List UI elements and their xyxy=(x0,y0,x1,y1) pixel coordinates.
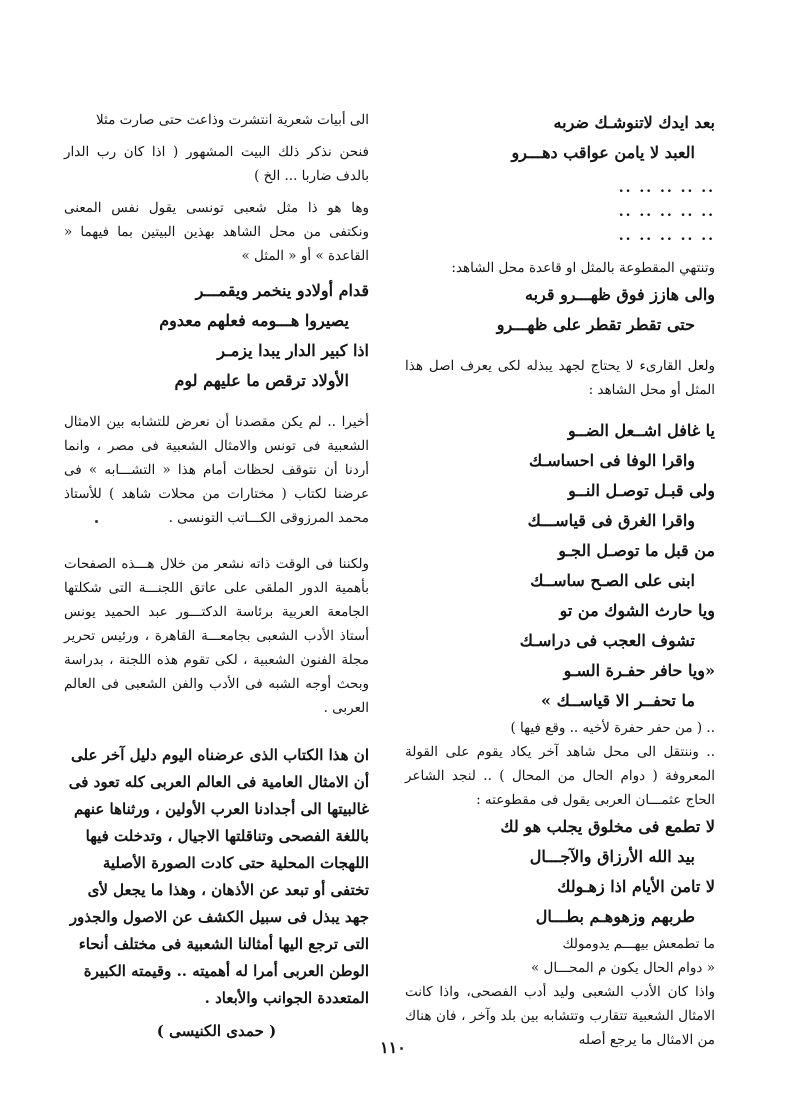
verse-line: الأولاد ترقص ما عليهم لوم xyxy=(174,371,349,390)
verse-block-2 xyxy=(405,280,715,340)
paragraph: وتنتهي المقطوعة بالمثل او قاعدة محل الشاهد: xyxy=(451,260,715,276)
verse-block-3 xyxy=(405,416,715,716)
left-column xyxy=(64,108,369,1040)
paragraph: أخيرا .. لم يكن مقصدنا أن نعرض للتشابه بين الامثال الشعبية فى تونس والامثال الشعبية فى مصر ، وانما أردنا أن نتوقف لحظات أمام هذا « التشـــابه » فى عرضنا لكتاب ( مختارات من محلات شاهد ) للأستاذ محمد المرزوقى الكـــاتب التونسى . xyxy=(64,414,369,526)
closing-paragraph: ان هذا الكتاب الذى عرضناه اليوم دليل آخر على أن الامثال العامية فى العالم العربى كله تعود فى غالبيتها الى أجدادنا العرب الأولين ، ورثناها عنهم باللغة الفصحى وتناقلتها الاجيال ، وتدخلت فيها اللهجات المحلية حتى كادت الصورة الأصلية تختفى أو تبعد عن الأذهان ، وهذا ما يجعل لأى جهد يبذل فى سبيل الكشف عن الاصول والجذور التى ترجع اليها أمثالنا الشعبية فى مختلف أنحاء الوطن العربى أمرا له أهميته .. وقيمته الكبيرة المتعددة الجوانب والأبعاد . xyxy=(68,746,369,1007)
verse-line: اذا كبير الدار يبدا يزمـر xyxy=(217,341,369,360)
verse-line: لا تامن الأيام اذا زهـولك xyxy=(557,877,715,896)
verse-block-1 xyxy=(405,108,715,168)
verse-line: والى هازز فوق ظهـــرو قربه xyxy=(525,285,715,304)
dots-line: .. .. .. .. .. xyxy=(618,180,715,196)
verse-line: ويا حارث الشوك من تو xyxy=(559,601,715,620)
dots-line: .. .. .. .. .. xyxy=(618,228,715,244)
verse-line: من قبل ما توصـل الجـو xyxy=(558,541,715,560)
paragraph: وها هو ذا مثل شعبى تونسى يقول نفس المعنى ونكتفى من محل الشاهد بهذين البيتين بما فيهما « القاعدة » أو « المثل » xyxy=(64,200,369,264)
verse-line: بيد الله الأرزاق والآجـــال xyxy=(529,847,695,866)
paragraph: واذا كان الأدب الشعبى وليد أدب الفصحى، واذا كانت الامثال الشعبية تتقارب وتتشابه بين بلد وآخر ، فان هناك من الامثال ما يرجع أصله xyxy=(405,984,715,1048)
verse-line: واقرا الغرق فى قياســـك xyxy=(527,511,695,530)
page-number: ١١٠ xyxy=(380,1038,406,1057)
scan-speck xyxy=(95,520,98,523)
paragraph: .. وننتقل الى محل شاهد آخر يكاد يقوم على القولة المعروفة ( دوام الحال من المحال ) .. لنجد الشاعر الحاج عثمـــان العربى يقول فى مقطوعته : xyxy=(405,744,715,808)
verse-line: ابنى على الصـح ساســك xyxy=(530,571,695,590)
verse-line: ولى قبـل توصـل النــو xyxy=(568,481,715,500)
ellipsis-block xyxy=(405,176,715,248)
paragraph: « دوام الحال يكون م المحـــال » xyxy=(530,960,715,976)
verse-line: واقرا الوفا فى احساسـك xyxy=(529,451,695,470)
paragraph: ولكننا فى الوقت ذاته نشعر من خلال هـــذه الصفحات بأهمية الدور الملقى على عاتق اللجنـــة التى شكلتها الجامعة العربية برئاسة الدكتـــور عبد الحميد يونس أستاذ الأدب الشعبى بجامعـــة القاهرة ، ورئيس تحرير مجلة الفنون الشعبية ، لكى تقوم هذه اللجنة ، بدراسة وبحث أوجه الشبه فى الأدب والفن الشعبى فى العالم العربى . xyxy=(64,556,369,716)
author-signature: ( حمدى الكنيسى ) xyxy=(156,1022,277,1040)
paragraph: ولعل القارىء لا يحتاج لجهد يبذله لكى يعرف اصل هذا المثل أو محل الشاهد : xyxy=(405,358,715,398)
verse-line: لا تطمع فى مخلوق يجلب هو لك xyxy=(500,817,715,836)
dots-line: .. .. .. .. .. xyxy=(618,204,715,220)
verse-line: العبد لا يامن عواقب دهـــرو xyxy=(511,143,695,162)
verse-line: قدام أولادو ينخمر ويقمـــر xyxy=(195,281,369,300)
right-column xyxy=(405,108,715,1052)
verse-line: «ويا حافر حفـرة السـو xyxy=(563,661,715,680)
paragraph: الى أبيات شعرية انتشرت وذاعت حتى صارت مثلا xyxy=(95,112,369,128)
verse-line: طربهم وزهوهـم بطـــال xyxy=(535,907,695,926)
verse-line: حتى تقطر تقطر على ظهـــرو xyxy=(496,315,695,334)
verse-block xyxy=(64,276,369,396)
verse-line: يا غافل اشــعل الضــو xyxy=(568,421,715,440)
verse-line: يصيروا هـــومه فعلهم معدوم xyxy=(159,311,349,330)
verse-line: بعد ايدك لاتنوشـك ضربه xyxy=(553,113,715,132)
paragraph: .. ( من حفر حفرة لأخيه .. وقع فيها ) xyxy=(510,720,715,736)
verse-line: ما تحفــر الا قياســك » xyxy=(541,691,695,710)
paragraph: ما تطمعش بيهـــم يدومولك xyxy=(562,936,715,952)
verse-block-4 xyxy=(405,812,715,932)
paragraph: فنحن نذكر ذلك البيت المشهور ( اذا كان رب الدار بالدف ضاربا ... الخ ) xyxy=(64,144,369,184)
verse-line: تشوف العجب فى دراسـك xyxy=(519,631,695,650)
